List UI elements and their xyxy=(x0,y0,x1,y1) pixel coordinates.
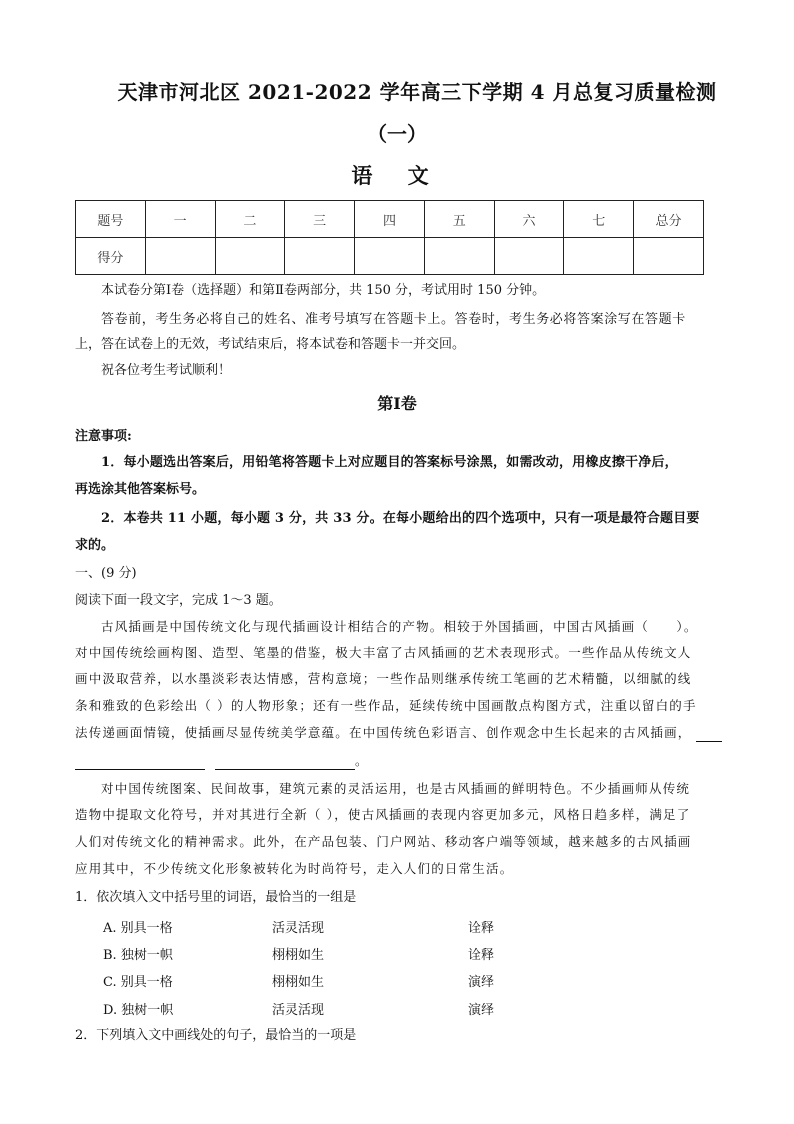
note-line: 1．每小题选出答案后，用铅笔将答题卡上对应题目的答案标号涂黑，如需改动，用橡皮擦干净后， xyxy=(101,455,678,470)
option-word: 诠释 xyxy=(468,921,495,936)
intro-line: 本试卷分第Ⅰ卷（选择题）和第Ⅱ卷两部分，共 150 分，考试用时 150 分钟。 xyxy=(101,283,546,298)
option-label: C. 别具一格 xyxy=(103,975,173,990)
score-header-cell: 一 xyxy=(145,201,215,238)
answer-blank xyxy=(215,755,355,770)
note-line: 再选涂其他答案标号。 xyxy=(75,482,206,497)
passage-line-blank xyxy=(75,752,369,770)
score-header-cell: 七 xyxy=(564,201,634,238)
question-stem: 2．下列填入文中画线处的句子，最恰当的一项是 xyxy=(75,1028,357,1043)
exam-title: 天津市河北区 2021-2022 学年高三下学期 4 月总复习质量检测 xyxy=(117,80,717,104)
note-line: 2．本卷共 11 小题，每小题 3 分，共 33 分。在每小题给出的四个选项中，只有一项是最符合题目要 xyxy=(101,511,700,526)
score-cell xyxy=(355,238,425,275)
subject-title: 语 文 xyxy=(351,163,443,188)
passage-line: 对中国传统绘画构图、造型、笔墨的借鉴，极大丰富了古风插画的艺术表现形式。一些作品从传统文人 xyxy=(75,645,692,660)
option-label: B. 独树一帜 xyxy=(103,948,173,963)
score-header-cell: 三 xyxy=(285,201,355,238)
passage-line: 人们对传统文化的精神需求。此外，在产品包装、门户网站、移动客户端等领域，越来越多的古风插画 xyxy=(75,834,692,849)
score-header-cell: 总分 xyxy=(634,201,704,238)
score-cell xyxy=(145,238,215,275)
option-label: D. 独树一帜 xyxy=(103,1003,174,1018)
option-word: 栩栩如生 xyxy=(272,948,325,963)
option-word: 演绎 xyxy=(468,975,495,990)
score-table-header-row xyxy=(76,201,704,238)
option-word: 演绎 xyxy=(468,1003,495,1018)
part-instruction: 阅读下面一段文字，完成 1～3 题。 xyxy=(75,593,282,608)
option-word: 诠释 xyxy=(468,948,495,963)
score-header-cell: 二 xyxy=(215,201,285,238)
question-stem: 1．依次填入文中括号里的词语，最恰当的一组是 xyxy=(75,890,357,905)
score-table xyxy=(75,200,704,275)
score-table-score-row xyxy=(76,238,704,275)
notes-label: 注意事项: xyxy=(75,429,132,444)
option-word: 栩栩如生 xyxy=(272,975,325,990)
section-title: 第Ⅰ卷 xyxy=(377,394,417,413)
score-cell xyxy=(215,238,285,275)
passage-line: 画中汲取营养，以水墨淡彩表达情感，营构意境；一些作品则继承传统工笔画的艺术精髓，以细腻的线 xyxy=(75,671,692,686)
passage-line: 对中国传统图案、民间故事，建筑元素的灵活运用，也是古风插画的鲜明特色。不少插画师从传统 xyxy=(101,781,691,796)
intro-line: 上，答在试卷上的无效，考试结束后，将本试卷和答题卡一并交回。 xyxy=(75,337,466,352)
intro-line: 祝各位考生考试顺利！ xyxy=(101,363,232,378)
blank-period: 。 xyxy=(355,753,369,768)
score-cell xyxy=(285,238,355,275)
score-header-cell: 四 xyxy=(355,201,425,238)
part-heading: 一、(9 分) xyxy=(75,566,137,581)
exam-subtitle: （一） xyxy=(367,122,427,146)
score-header-cell: 题号 xyxy=(76,201,146,238)
option-label: A. 别具一格 xyxy=(103,921,173,936)
passage-line: 造物中提取文化符号，并对其进行全新（ ），使古风插画的表现内容更加多元，风格日趋多样，满足了 xyxy=(75,807,691,822)
passage-line: 古风插画是中国传统文化与现代插画设计相结合的产物。相较于外国插画，中国古风插画（ ）。 xyxy=(101,619,698,634)
answer-blank xyxy=(696,727,722,742)
score-header-cell: 五 xyxy=(424,201,494,238)
answer-blank xyxy=(75,755,205,770)
note-line: 求的。 xyxy=(75,538,115,553)
score-label-cell: 得分 xyxy=(76,238,146,275)
score-header-cell: 六 xyxy=(494,201,564,238)
passage-line: 条和雅致的色彩绘出（ ）的人物形象；还有一些作品，延续传统中国画散点构图方式，注重以留白的手 xyxy=(75,698,697,713)
score-cell xyxy=(424,238,494,275)
passage-line: 法传递画面情镜，使插画尽显传统美学意蕴。在中国传统色彩语言、创作观念中生长起来的古风插画， xyxy=(75,725,692,740)
intro-line: 答卷前，考生务必将自己的姓名、准考号填写在答题卡上。答卷时，考生务必将答案涂写在答题卡 xyxy=(101,312,686,327)
score-cell xyxy=(634,238,704,275)
score-cell xyxy=(494,238,564,275)
score-cell xyxy=(564,238,634,275)
option-word: 活灵活现 xyxy=(272,921,325,936)
option-word: 活灵活现 xyxy=(272,1003,325,1018)
passage-line: 应用其中，不少传统文化形象被转化为时尚符号，走入人们的日常生活。 xyxy=(75,861,514,876)
